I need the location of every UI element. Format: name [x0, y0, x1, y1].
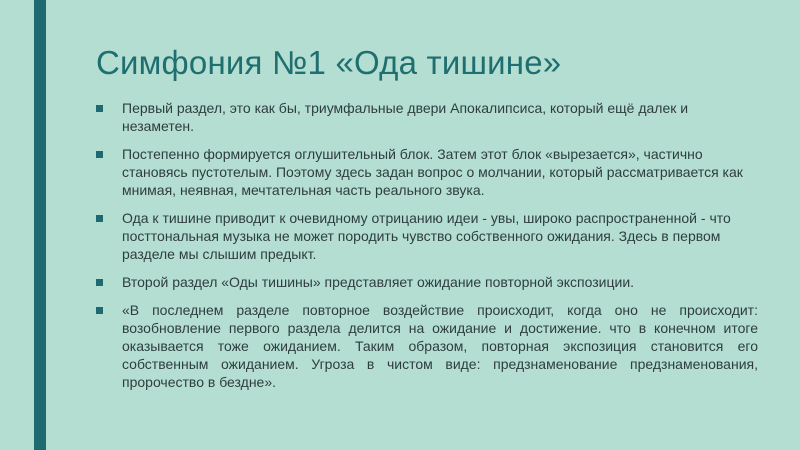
square-bullet-icon — [96, 215, 103, 222]
bullet-item-4 — [96, 273, 758, 291]
bullet-text: Постепенно формируется оглушительный блок. Затем этот блок «вырезается», частично становясь пустотелым. Поэтому здесь задан вопрос о молчании, который рассматривается как мнимая, неявная, мечтательная часть реального звука. — [122, 146, 743, 198]
square-bullet-icon — [96, 279, 103, 286]
bullet-item-1 — [96, 99, 758, 135]
square-bullet-icon — [96, 105, 103, 112]
bullet-item-3 — [96, 209, 758, 263]
bullet-text: Первый раздел, это как бы, триумфальные двери Апокалипсиса, который ещё далек и незаметен. — [122, 100, 689, 134]
square-bullet-icon — [96, 151, 103, 158]
slide-content — [96, 99, 758, 401]
bullet-text: Ода к тишине приводит к очевидному отрицанию идеи - увы, широко распространенной - что посттональная музыка не может породить чувство собственного ожидания. Здесь в первом разделе мы слышим предыкт. — [122, 210, 731, 262]
slide-title: Симфония №1 «Ода тишине» — [96, 44, 562, 81]
bullet-text: Второй раздел «Оды тишины» представляет ожидание повторной экспозиции. — [122, 274, 635, 290]
bullet-text: «В последнем разделе повторное воздействие происходит, когда оно не происходит: возобновление первого раздела делится на ожидание и достижение. что в конечном итоге оказывается тоже ожиданием. Таким образом, повторная экспозиция становится его собственным ожиданием. Угроза в чистом виде: предзнаменование предзнаменования, пророчество в бездне». — [122, 302, 758, 390]
bullet-item-5 — [96, 301, 758, 391]
square-bullet-icon — [96, 307, 103, 314]
accent-sidebar-bar — [34, 0, 46, 450]
bullet-item-2 — [96, 145, 758, 199]
